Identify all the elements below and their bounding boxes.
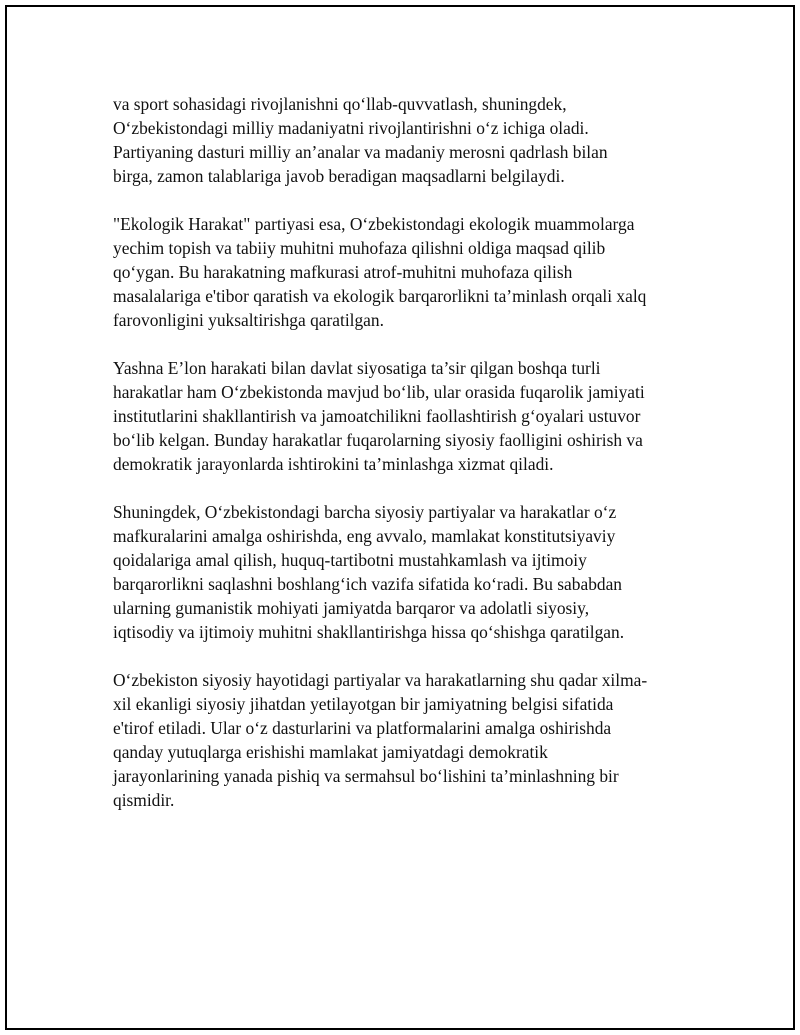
text-line: masalalariga e'tibor qaratish va ekologik barqarorlikni ta’minlash orqali xalq [113,286,647,306]
text-line: harakatlar ham O‘zbekistonda mavjud bo‘lib, ular orasida fuqarolik jamiyati [113,382,645,402]
text-line: e'tirof etiladi. Ular o‘z dasturlarini va platformalarini amalga oshirishda [113,718,612,738]
paragraph-spacer [113,188,693,212]
text-line: Yashna E’lon harakati bilan davlat siyosatiga ta’sir qilgan boshqa turli [113,358,601,378]
text-line: O‘zbekiston siyosiy hayotidagi partiyalar va harakatlarning shu qadar xilma- [113,670,648,690]
text-line: farovonligini yuksaltirishga qaratilgan. [113,310,384,330]
text-line: birga, zamon talablariga javob beradigan maqsadlarni belgilaydi. [113,166,565,186]
text-line: iqtisodiy va ijtimoiy muhitni shakllantirishga hissa qo‘shishga qaratilgan. [113,622,625,642]
text-line: va sport sohasidagi rivojlanishni qo‘llab-quvvatlash, shuningdek, [113,94,567,114]
text-line: ularning gumanistik mohiyati jamiyatda barqaror va adolatli siyosiy, [113,598,590,618]
text-line: qismidir. [113,790,175,810]
paragraph [113,668,693,812]
text-line: yechim topish va tabiiy muhitni muhofaza qilishni oldiga maqsad qilib [113,238,606,258]
text-line: demokratik jarayonlarda ishtirokini ta’minlashga xizmat qiladi. [113,454,554,474]
text-line: institutlarini shakllantirish va jamoatchilikni faollashtirish g‘oyalari ustuvor [113,406,641,426]
text-line: qoidalariga amal qilish, huquq-tartibotni mustahkamlash va ijtimoiy [113,550,587,570]
paragraph-spacer [113,332,693,356]
text-line: qanday yutuqlarga erishishi mamlakat jamiyatdagi demokratik [113,742,548,762]
text-line: barqarorlikni saqlashni boshlang‘ich vazifa sifatida ko‘radi. Bu sababdan [113,574,622,594]
text-line: jarayonlarining yanada pishiq va sermahsul bo‘lishini ta’minlashning bir [113,766,619,786]
document-body [113,92,693,812]
paragraph [113,92,693,188]
paragraph [113,500,693,644]
text-line: xil ekanligi siyosiy jihatdan yetilayotgan bir jamiyatning belgisi sifatida [113,694,614,714]
text-line: "Ekologik Harakat" partiyasi esa, O‘zbekistondagi ekologik muammolarga [113,214,635,234]
text-line: bo‘lib kelgan. Bunday harakatlar fuqarolarning siyosiy faolligini oshirish va [113,430,643,450]
text-line: Partiyaning dasturi milliy an’analar va madaniy merosni qadrlash bilan [113,142,608,162]
paragraph [113,212,693,332]
text-line: O‘zbekistondagi milliy madaniyatni rivojlantirishni o‘z ichiga oladi. [113,118,589,138]
text-line: qo‘ygan. Bu harakatning mafkurasi atrof-muhitni muhofaza qilish [113,262,573,282]
paragraph [113,356,693,476]
text-line: Shuningdek, O‘zbekistondagi barcha siyosiy partiyalar va harakatlar o‘z [113,502,617,522]
paragraph-spacer [113,476,693,500]
text-line: mafkuralarini amalga oshirishda, eng avvalo, mamlakat konstitutsiyaviy [113,526,616,546]
paragraph-spacer [113,644,693,668]
